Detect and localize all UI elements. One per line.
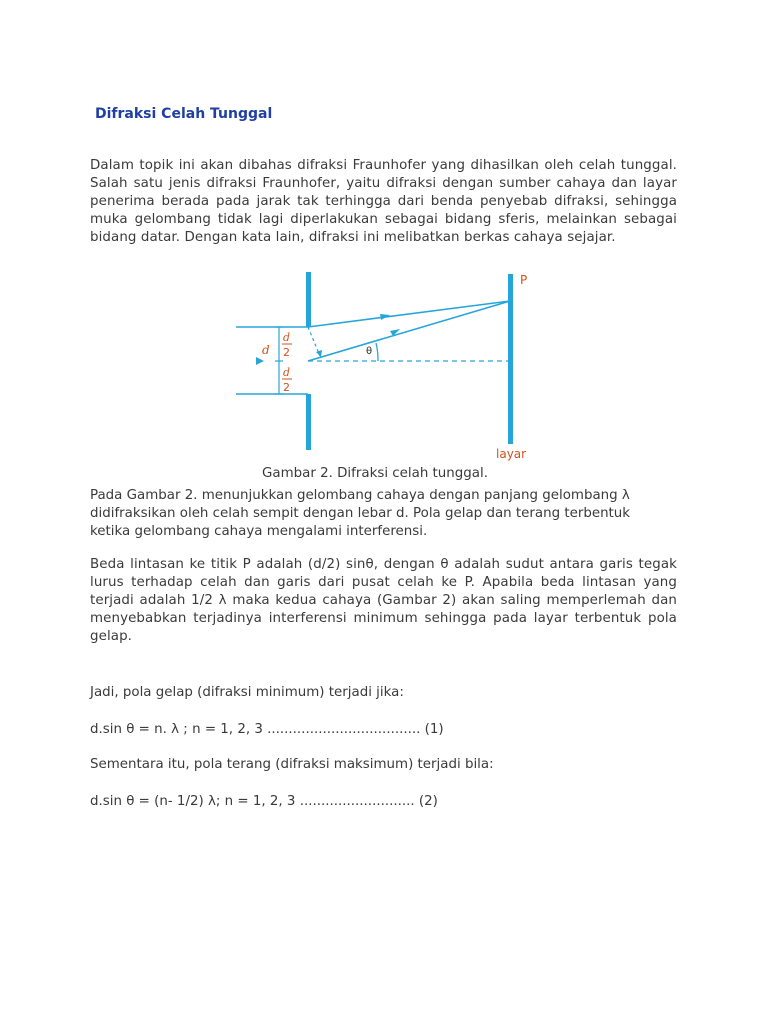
label-half-top-den: 2 xyxy=(283,346,290,359)
intro-paragraph: Dalam topik ini akan dibahas difraksi Fraunhofer yang dihasilkan oleh celah tunggal. Salah satu jenis difraksi Fraunhofer, yaitu difraksi dengan sumber cahaya dan layar penerima berada pada jarak tak terhingga dari benda penyebab difraksi, sehingga muka gelombang tidak lagi diperlakukan sebagai bidang sferis, melainkan sebagai bidang datar. Dengan kata lain, difraksi ini melibatkan berkas cahaya sejajar. xyxy=(90,158,677,245)
figure-explanation-paragraph xyxy=(90,487,690,541)
maximum-condition-intro: Sementara itu, pola terang (difraksi maksimum) terjadi bila: xyxy=(90,757,494,772)
label-half-bottom-den: 2 xyxy=(283,381,290,394)
equation-maximum: d.sin θ = (n- 1/2) λ; n = 1, 2, 3 ........................... (2) xyxy=(90,794,438,809)
figure-caption: Gambar 2. Difraksi celah tunggal. xyxy=(262,466,488,481)
minimum-condition-intro: Jadi, pola gelap (difraksi minimum) terjadi jika: xyxy=(90,685,404,700)
center-dot xyxy=(508,359,512,363)
ray-top xyxy=(308,301,510,327)
label-d: d xyxy=(262,343,270,357)
label-theta: θ xyxy=(366,346,373,357)
ray-center xyxy=(308,301,510,361)
point-P-dot xyxy=(508,299,512,303)
single-slit-diffraction-figure xyxy=(230,268,540,463)
arrow-path-diff-icon xyxy=(316,350,322,357)
label-half-top-num: d xyxy=(283,331,291,344)
path-difference-paragraph: Beda lintasan ke titik P adalah (d/2) sinθ, dengan θ adalah sudut antara garis tegak lurus terhadap celah dan garis dari pusat celah ke P. Apabila beda lintasan yang terjadi adalah 1/2 λ maka kedua cahaya (Gambar 2) akan saling memperlemah dan menyebabkan terjadinya interferensi minimum sehingga pada layar terbentuk pola gelap. xyxy=(90,557,677,644)
equation-minimum: d.sin θ = n. λ ; n = 1, 2, 3 .................................... (1) xyxy=(90,722,444,737)
arrow-incoming-icon xyxy=(256,357,264,365)
label-layar: layar xyxy=(496,447,527,461)
paragraph-line: Pada Gambar 2. menunjukkan gelombang cahaya dengan panjang gelombang λ xyxy=(90,488,630,503)
page-title: Difraksi Celah Tunggal xyxy=(95,106,273,122)
paragraph-line: ketika gelombang cahaya mengalami interferensi. xyxy=(90,524,428,539)
paragraph-line: didifraksikan oleh celah sempit dengan lebar d. Pola gelap dan terang terbentuk xyxy=(90,506,631,521)
theta-arc xyxy=(376,343,378,361)
slit-barrier-top xyxy=(306,272,311,327)
label-half-bottom-num: d xyxy=(283,366,291,379)
label-P: P xyxy=(520,273,528,287)
slit-barrier-bottom xyxy=(306,394,311,450)
